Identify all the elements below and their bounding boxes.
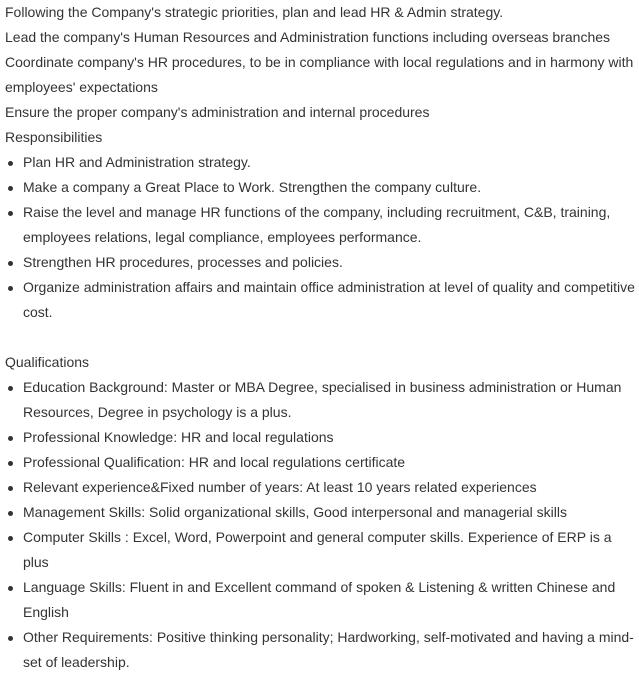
list-item	[5, 500, 635, 525]
list-item	[5, 625, 635, 675]
list-item	[5, 200, 635, 250]
list-item	[5, 425, 635, 450]
qualifications-list	[5, 375, 635, 675]
bullet-icon	[8, 211, 13, 216]
list-item	[5, 250, 635, 275]
list-item-text: Education Background: Master or MBA Degree, specialised in business administration or Human Resources, Degree in psychology is a plus.	[23, 379, 622, 420]
section-spacer	[5, 325, 635, 350]
list-item-text: Organize administration affairs and maintain office administration at level of quality and competitive cost.	[23, 279, 635, 320]
list-item	[5, 450, 635, 475]
list-item-text: Professional Qualification: HR and local regulations certificate	[23, 454, 406, 470]
list-item-text: Relevant experience&Fixed number of years: At least 10 years related experiences	[23, 479, 537, 495]
bullet-icon	[8, 261, 13, 266]
responsibilities-heading: Responsibilities	[5, 129, 103, 145]
list-item-text: Language Skills: Fluent in and Excellent command of spoken & Listening & written Chinese and English	[23, 579, 616, 620]
bullet-icon	[8, 386, 13, 391]
intro-paragraph: Coordinate company's HR procedures, to be in compliance with local regulations and in harmony with employees' expectations	[5, 54, 634, 95]
list-item	[5, 375, 635, 425]
intro-paragraph: Ensure the proper company's administration and internal procedures	[5, 104, 430, 120]
bullet-icon	[8, 586, 13, 591]
intro-paragraph: Following the Company's strategic priorities, plan and lead HR & Admin strategy.	[5, 4, 504, 20]
list-item-text: Other Requirements: Positive thinking personality; Hardworking, self-motivated and having a mind-set of leadership.	[23, 629, 634, 670]
bullet-icon	[8, 486, 13, 491]
bullet-icon	[8, 636, 13, 641]
bullet-icon	[8, 511, 13, 516]
list-item	[5, 150, 635, 175]
bullet-icon	[8, 286, 13, 291]
intro-paragraph: Lead the company's Human Resources and Administration functions including overseas branches	[5, 29, 611, 45]
bullet-icon	[8, 186, 13, 191]
list-item-text: Make a company a Great Place to Work. Strengthen the company culture.	[23, 179, 482, 195]
bullet-icon	[8, 461, 13, 466]
qualifications-heading: Qualifications	[5, 354, 90, 370]
list-item	[5, 525, 635, 575]
list-item	[5, 275, 635, 325]
list-item	[5, 175, 635, 200]
bullet-icon	[8, 161, 13, 166]
bullet-icon	[8, 436, 13, 441]
list-item	[5, 575, 635, 625]
list-item-text: Plan HR and Administration strategy.	[23, 154, 251, 170]
list-item-text: Management Skills: Solid organizational skills, Good interpersonal and managerial skills	[23, 504, 567, 520]
list-item	[5, 475, 635, 500]
list-item-text: Computer Skills : Excel, Word, Powerpoint and general computer skills. Experience of ERP is a plus	[23, 529, 612, 570]
list-item-text: Professional Knowledge: HR and local regulations	[23, 429, 334, 445]
list-item-text: Strengthen HR procedures, processes and policies.	[23, 254, 343, 270]
responsibilities-list	[5, 150, 635, 325]
list-item-text: Raise the level and manage HR functions of the company, including recruitment, C&B, training, employees relations, legal compliance, employees performance.	[23, 204, 611, 245]
bullet-icon	[8, 536, 13, 541]
